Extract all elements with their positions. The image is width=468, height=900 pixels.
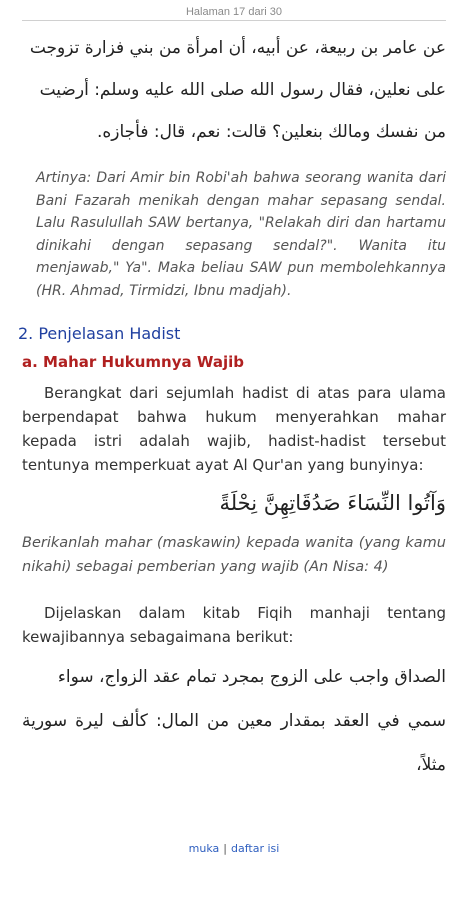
- hadith-arabic-text: [22, 27, 446, 153]
- hadith-arabic-line: عن عامر بن ربيعة، عن أبيه، أن امرأة من بني فزارة تزوجت: [29, 38, 446, 58]
- footer-separator: |: [223, 842, 227, 855]
- home-link[interactable]: muka: [188, 842, 220, 855]
- fiqh-arabic-line: الصداق واجب على الزوج بمجرد تمام عقد الزواج، سواء: [57, 667, 446, 687]
- hadith-arabic-line: على نعلين، فقال رسول الله صلى الله عليه وسلم: أرضيت: [39, 80, 446, 100]
- section-heading: 2. Penjelasan Hadist: [18, 324, 181, 343]
- table-of-contents-link[interactable]: daftar isi: [231, 842, 280, 855]
- subsection-heading: a. Mahar Hukumnya Wajib: [22, 353, 244, 371]
- footer-navigation: [0, 842, 468, 855]
- fiqh-intro-paragraph: Dijelaskan dalam kitab Fiqih manhaji tentang kewajibannya sebagaimana berikut:: [22, 604, 446, 646]
- hadith-arabic-line: من نفسك ومالك بنعلين؟ قالت: نعم، قال: فأجازه.: [96, 122, 446, 142]
- quran-verse: وَآتُوا النِّسَاءَ صَدُقَاتِهِنَّ نِحْلَةً: [219, 491, 446, 515]
- fiqh-arabic-line: سمي في العقد بمقدار معين من المال: كألف ليرة سورية مثلاً،: [22, 711, 446, 775]
- fiqh-arabic-text: [22, 655, 446, 787]
- header-divider: [22, 20, 446, 21]
- page-indicator: Halaman 17 dari 30: [185, 6, 282, 18]
- verse-translation: Berikanlah mahar (maskawin) kepada wanita (yang kamu nikahi) sebagai pemberian yang wajib (An Nisa: 4): [22, 535, 446, 575]
- hadith-translation: Artinya: Dari Amir bin Robi'ah bahwa seorang wanita dari Bani Fazarah menikah dengan mahar sepasang sendal. Lalu Rasulullah SAW bertanya, "Relakah diri dan hartamu dinikahi dengan sepasang sendal?". Wanita itu menjawab," Ya". Maka beliau SAW pun membolehkannya (HR. Ahmad, Tirmidzi, Ibnu madjah).: [36, 170, 446, 299]
- explanation-paragraph: Berangkat dari sejumlah hadist di atas para ulama berpendapat bahwa hukum menyerahkan mahar kepada istri adalah wajib, hadist-hadist tersebut tentunya memperkuat ayat Al Qur'an yang bunyinya:: [22, 384, 446, 474]
